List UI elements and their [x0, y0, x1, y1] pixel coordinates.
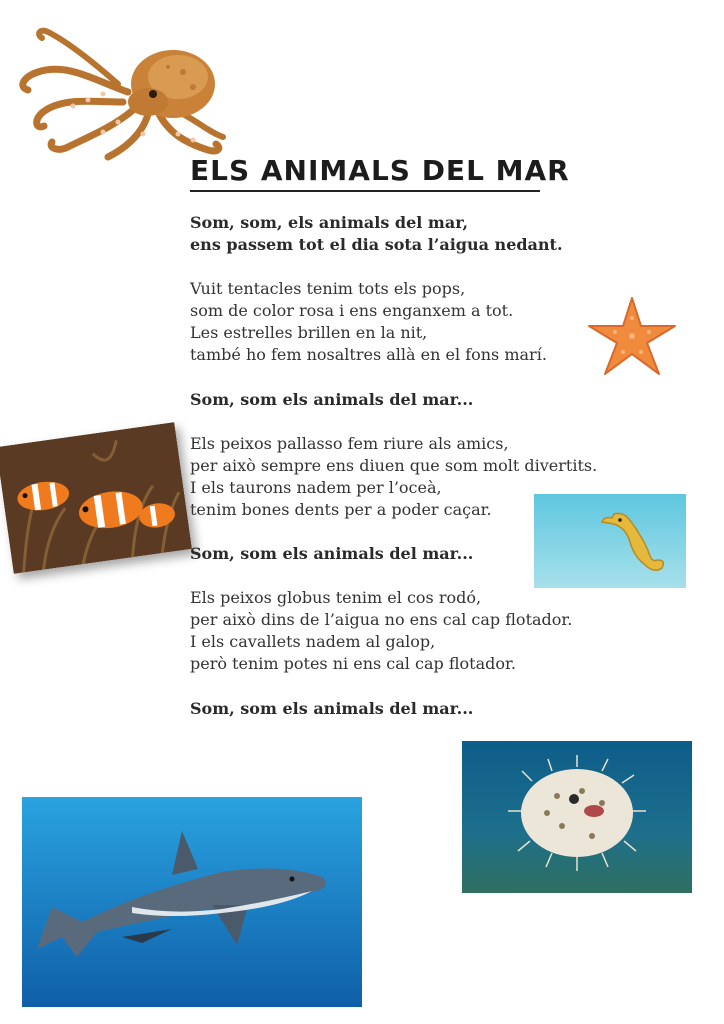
verse3-line-2: per això dins de l’aigua no ens cal cap flotador. — [190, 610, 573, 629]
chorus-line-2: ens passem tot el dia sota l’aigua nedant. — [190, 235, 563, 254]
page-title: ELS ANIMALS DEL MAR — [190, 154, 540, 192]
verse2-line-2: per això sempre ens diuen que som molt divertits. — [190, 456, 598, 475]
refrain-3: Som, som els animals del mar... — [190, 699, 474, 718]
pufferfish-image — [462, 741, 692, 893]
shark-image — [22, 797, 362, 1007]
verse1-line-1: Vuit tentacles tenim tots els pops, — [190, 279, 466, 298]
seahorse-image — [534, 494, 686, 588]
verse2-line-3: I els taurons nadem per l’oceà, — [190, 478, 442, 497]
verse3-line-3: I els cavallets nadem al galop, — [190, 632, 436, 651]
verse3-line-4: però tenim potes ni ens cal cap flotador. — [190, 654, 516, 673]
verse1-line-4: també ho fem nosaltres allà en el fons marí. — [190, 345, 547, 364]
clownfish-image — [0, 422, 192, 574]
chorus-line-1: Som, som, els animals del mar, — [190, 213, 469, 232]
starfish-image — [585, 296, 679, 376]
verse3-line-1: Els peixos globus tenim el cos rodó, — [190, 588, 482, 607]
refrain-1: Som, som els animals del mar... — [190, 390, 474, 409]
verse1-line-3: Les estrelles brillen en la nit, — [190, 323, 428, 342]
refrain-2: Som, som els animals del mar... — [190, 544, 474, 563]
verse1-line-2: som de color rosa i ens enganxem a tot. — [190, 301, 514, 320]
verse2-line-4: tenim bones dents per a poder caçar. — [190, 500, 492, 519]
octopus-image — [8, 22, 228, 162]
verse2-line-1: Els peixos pallasso fem riure als amics, — [190, 434, 509, 453]
